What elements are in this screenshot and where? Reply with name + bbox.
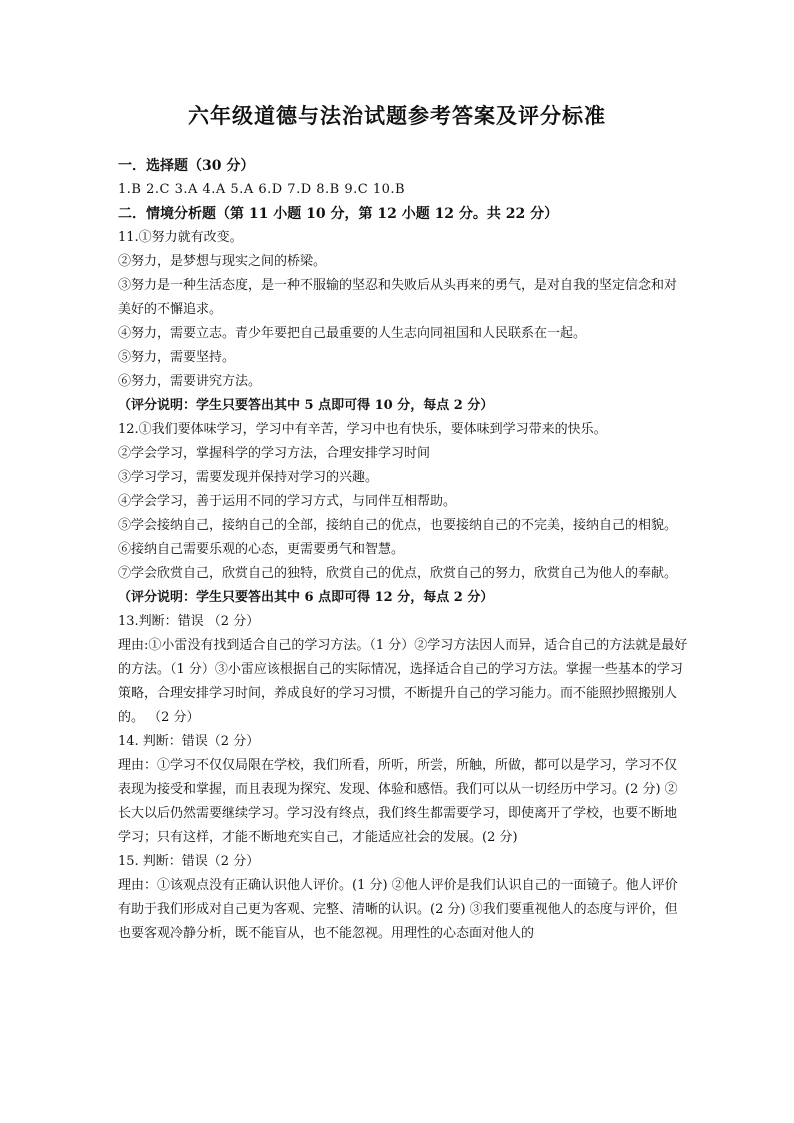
q15-judgement: 15. 判断：错误（2 分） — [118, 854, 260, 869]
q12-line: 12.①我们要体味学习，学习中有辛苦，学习中也有快乐，要体味到学习带来的快乐。 — [118, 422, 607, 437]
q11-line: ⑤努力，需要坚持。 — [118, 350, 236, 365]
q11-line: ④努力，需要立志。青少年要把自己最重要的人生志向同祖国和人民联系在一起。 — [118, 326, 587, 341]
q12-line: ⑥接纳自己需要乐观的心态，更需要勇气和智慧。 — [118, 542, 405, 557]
q11-line: ③努力是一种生活态度，是一种不服输的坚忍和失败后从头再来的勇气，是对自我的坚定信念和对美好的不懈追求。 — [118, 278, 678, 317]
q12-scoring-note: （评分说明：学生只要答出其中 6 点即可得 12 分，每点 2 分） — [118, 590, 494, 605]
q11-line: ②努力，是梦想与现实之间的桥梁。 — [118, 254, 327, 269]
q12-line: ⑤学会接纳自己，接纳自己的全部，接纳自己的优点，也要接纳自己的不完美，接纳自己的相貌。 — [118, 518, 678, 533]
q12-line: ③学习学习，需要发现并保持对学习的兴趣。 — [118, 470, 379, 485]
section2-heading: 二．情境分析题（第 11 小题 10 分，第 12 小题 12 分。共 22 分） — [118, 206, 559, 222]
q12-line: ④学会学习，善于运用不同的学习方式，与同伴互相帮助。 — [118, 494, 457, 509]
q14-judgement: 14. 判断：错误（2 分） — [118, 734, 260, 749]
q11-scoring-note: （评分说明：学生只要答出其中 5 点即可得 10 分，每点 2 分） — [118, 398, 494, 413]
q12-line: ②学会学习，掌握科学的学习方法，合理安排学习时间 — [118, 446, 431, 461]
document-title: 六年级道德与法治试题参考答案及评分标准 — [188, 103, 606, 128]
q11-line: ⑥努力，需要讲究方法。 — [118, 374, 262, 389]
section1-answers: 1.B 2.C 3.A 4.A 5.A 6.D 7.D 8.B 9.C 10.B — [118, 182, 406, 197]
q14-reason: 理由：①学习不仅仅局限在学校，我们所看，所听，所尝，所触，所做，都可以是学习，学习不仅表现为接受和掌握，而且表现为探究、发现、体验和感悟。我们可以从一切经历中学习。(2 分) ②长大以后仍然需要继续学习。学习没有终点，我们终生都需要学习，即使离开了学校，也要不断地学习；只有这样，才能不断地充实自己，才能适应社会的发展。(2 分) — [118, 758, 678, 845]
document-body — [118, 154, 688, 946]
section1-heading: 一．选择题（30 分） — [118, 158, 255, 174]
q13-judgement: 13.判断：错误 （2 分） — [118, 614, 260, 629]
q13-reason: 理由:①小雷没有找到适合自己的学习方法。（1 分）②学习方法因人而异，适合自己的方法就是最好的方法。（1 分）③小雷应该根据自己的实际情况，选择适合自己的学习方法。掌握一些基本的学习策略，合理安排学习时间，养成良好的学习习惯，不断提升自己的学习能力。而不能照抄照搬别人的。 （2 分） — [118, 638, 688, 725]
q11-line: 11.①努力就有改变。 — [118, 230, 243, 245]
q12-line: ⑦学会欣赏自己，欣赏自己的独特，欣赏自己的优点，欣赏自己的努力，欣赏自己为他人的奉献。 — [118, 566, 678, 581]
q15-reason: 理由：①该观点没有正确认识他人评价。(1 分) ②他人评价是我们认识自己的一面镜子。他人评价有助于我们形成对自己更为客观、完整、清晰的认识。(2 分) ③我们要重视他人的态度与评价，但也要客观冷静分析，既不能盲从，也不能忽视。用理性的心态面对他人的 — [118, 878, 678, 941]
